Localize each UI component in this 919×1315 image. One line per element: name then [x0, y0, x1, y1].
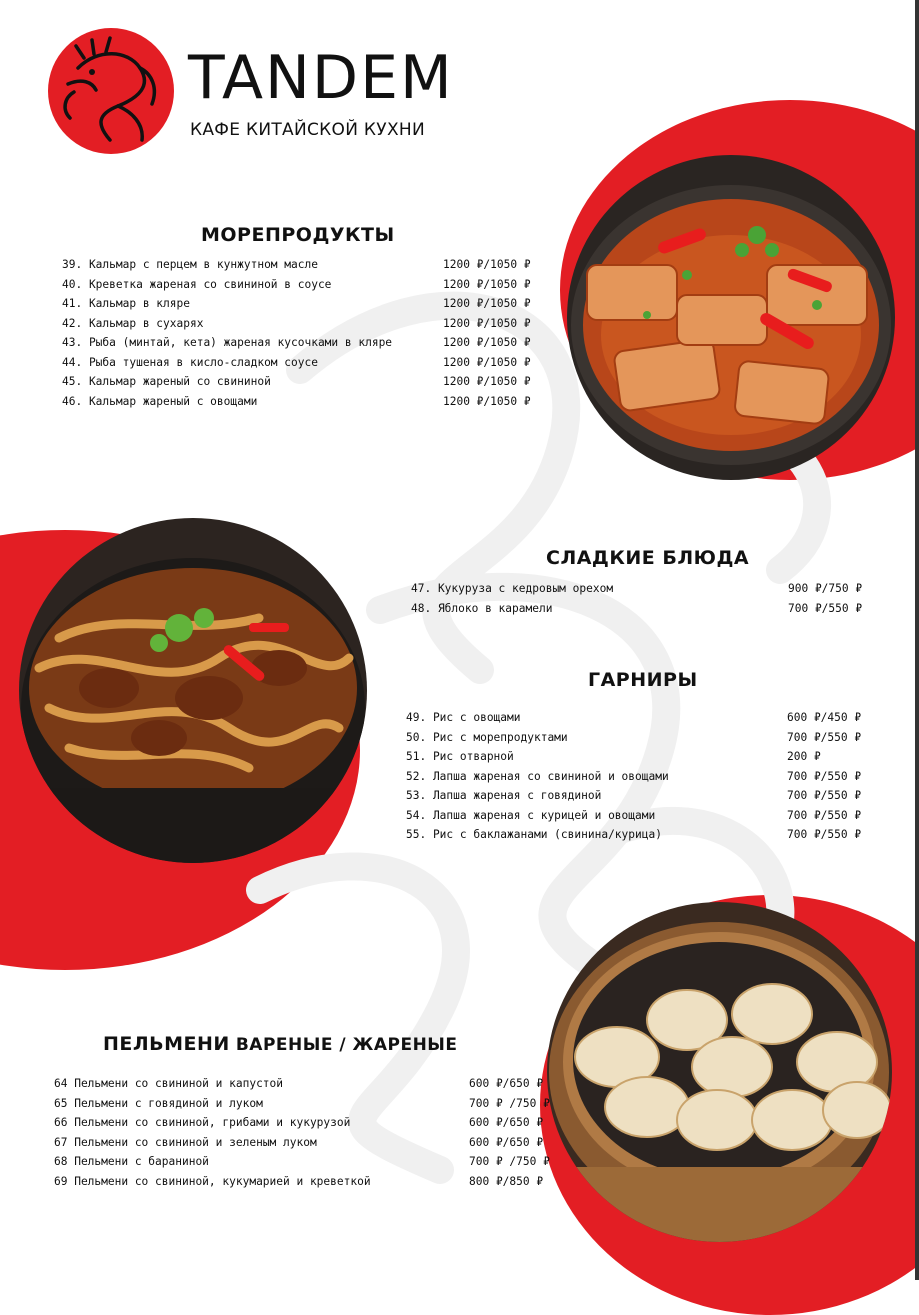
- menu-item-name: 45. Кальмар жареный со свининой: [62, 375, 271, 388]
- menu-item: [62, 294, 532, 314]
- menu-item-name: 46. Кальмар жареный с овощами: [62, 394, 258, 408]
- menu-item: [54, 1152, 550, 1172]
- menu-item-price: 700 ₽/550 ₽: [787, 808, 862, 822]
- menu-item: [406, 825, 861, 845]
- menu-item-name: 44. Рыба тушеная в кисло-сладком соусе: [62, 355, 318, 369]
- menu-item-price: 1200 ₽/1050 ₽: [443, 375, 531, 388]
- menu-item: [62, 333, 532, 353]
- menu-item-name: 50. Рис с морепродуктами: [406, 730, 568, 744]
- menu-item: [54, 1172, 544, 1192]
- menu-item: [62, 255, 532, 275]
- menu-item-price: 800 ₽/850 ₽: [469, 1174, 544, 1188]
- menu-item: [62, 372, 532, 392]
- menu-item-name: 65 Пельмени с говядиной и луком: [54, 1096, 263, 1110]
- menu-item-price: 700 ₽/550 ₽: [787, 730, 862, 744]
- menu-item-name: 43. Рыба (минтай, кета) жареная кусочками в кляре: [62, 336, 393, 349]
- menu-item-name: 48. Яблоко в карамели: [411, 601, 553, 615]
- menu-item-price: 900 ₽/750 ₽: [788, 582, 863, 595]
- menu-item: [62, 353, 532, 373]
- menu-item: [62, 275, 532, 295]
- menu-item-price: 700 ₽ /750 ₽: [469, 1155, 550, 1168]
- menu-item-name: 67 Пельмени со свининой и зеленым луком: [54, 1135, 317, 1149]
- menu-item: [406, 708, 861, 728]
- menu-item-name: 51. Рис отварной: [406, 750, 514, 763]
- menu-item: [62, 392, 532, 412]
- menu-item-price: 1200 ₽/1050 ₽: [443, 355, 531, 369]
- menu-item-price: 700 ₽ /750 ₽: [469, 1096, 550, 1110]
- menu-item-price: 600 ₽/650 ₽: [469, 1116, 544, 1129]
- dumplings-photo: [547, 902, 892, 1242]
- menu-item-price: 700 ₽/550 ₽: [787, 789, 862, 802]
- menu-item-price: 600 ₽/650 ₽: [469, 1135, 544, 1149]
- menu-item-price: 1200 ₽/1050 ₽: [443, 258, 531, 271]
- menu-item-name: 40. Креветка жареная со свининой в соусе: [62, 277, 332, 291]
- menu-item-price: 200 ₽: [787, 750, 821, 763]
- logo-badge: [48, 28, 174, 154]
- menu-item: [406, 806, 861, 826]
- menu-item-name: 54. Лапша жареная с курицей и овощами: [406, 808, 656, 822]
- menu-item-price: 1200 ₽/1050 ₽: [443, 316, 531, 330]
- section-title-desserts: СЛАДКИЕ БЛЮДА: [546, 547, 750, 569]
- menu-item-price: 700 ₽/550 ₽: [788, 601, 863, 615]
- menu-item-price: 700 ₽/550 ₽: [787, 769, 862, 783]
- menu-item: [406, 728, 861, 748]
- menu-item: [411, 579, 861, 599]
- menu-item-price: 1200 ₽/1050 ₽: [443, 297, 531, 310]
- menu-item-name: 66 Пельмени со свининой, грибами и кукурузой: [54, 1116, 351, 1129]
- brand-name: TANDEM: [188, 43, 454, 113]
- menu-item: [54, 1133, 544, 1153]
- menu-item: [54, 1094, 550, 1114]
- dumplings-subtitle: ВАРЕНЫЕ / ЖАРЕНЫЕ: [235, 1035, 458, 1055]
- section-title-dumplings: [103, 1033, 458, 1055]
- menu-item: [406, 767, 861, 787]
- menu-item-name: 47. Кукуруза с кедровым орехом: [411, 582, 614, 595]
- sweet-sour-fish-photo: [567, 155, 895, 480]
- menu-item-name: 42. Кальмар в сухарях: [62, 316, 204, 330]
- section-title-sides: ГАРНИРЫ: [588, 669, 698, 691]
- menu-list-desserts: [411, 579, 861, 618]
- menu-item-name: 39. Кальмар с перцем в кунжутном масле: [62, 258, 318, 271]
- menu-item-price: 1200 ₽/1050 ₽: [443, 394, 531, 408]
- menu-item: [62, 314, 532, 334]
- menu-item: [54, 1074, 544, 1094]
- menu-item: [406, 786, 861, 806]
- menu-list-seafood: [62, 255, 532, 411]
- menu-item-name: 53. Лапша жареная с говядиной: [406, 789, 602, 802]
- menu-item-name: 49. Рис с овощами: [406, 711, 521, 724]
- menu-item: [54, 1113, 544, 1133]
- menu-list-dumplings: [54, 1074, 550, 1191]
- brand-subtitle: КАФЕ КИТАЙСКОЙ КУХНИ: [190, 120, 426, 140]
- menu-item-name: 52. Лапша жареная со свининой и овощами: [406, 769, 669, 783]
- section-title-seafood: МОРЕПРОДУКТЫ: [201, 224, 395, 246]
- menu-item-name: 68 Пельмени с бараниной: [54, 1155, 209, 1168]
- menu-item-name: 69 Пельмени со свининой, кукумарией и креветкой: [54, 1174, 371, 1188]
- menu-item-price: 600 ₽/650 ₽: [469, 1077, 544, 1090]
- dragon-icon: [48, 28, 174, 154]
- menu-item-price: 700 ₽/550 ₽: [787, 828, 862, 841]
- menu-item-price: 1200 ₽/1050 ₽: [443, 336, 531, 349]
- menu-item-name: 55. Рис с баклажанами (свинина/курица): [406, 828, 662, 841]
- menu-item-name: 64 Пельмени со свининой и капустой: [54, 1077, 284, 1090]
- menu-item-name: 41. Кальмар в кляре: [62, 297, 190, 310]
- page-edge: [915, 0, 919, 1280]
- menu-list-sides: [406, 708, 861, 845]
- menu-item-price: 600 ₽/450 ₽: [787, 711, 862, 724]
- menu-item: [406, 747, 861, 767]
- menu-item-price: 1200 ₽/1050 ₽: [443, 277, 531, 291]
- dumplings-title: ПЕЛЬМЕНИ: [103, 1033, 230, 1055]
- menu-item: [411, 599, 861, 619]
- fried-noodles-photo: [19, 518, 367, 863]
